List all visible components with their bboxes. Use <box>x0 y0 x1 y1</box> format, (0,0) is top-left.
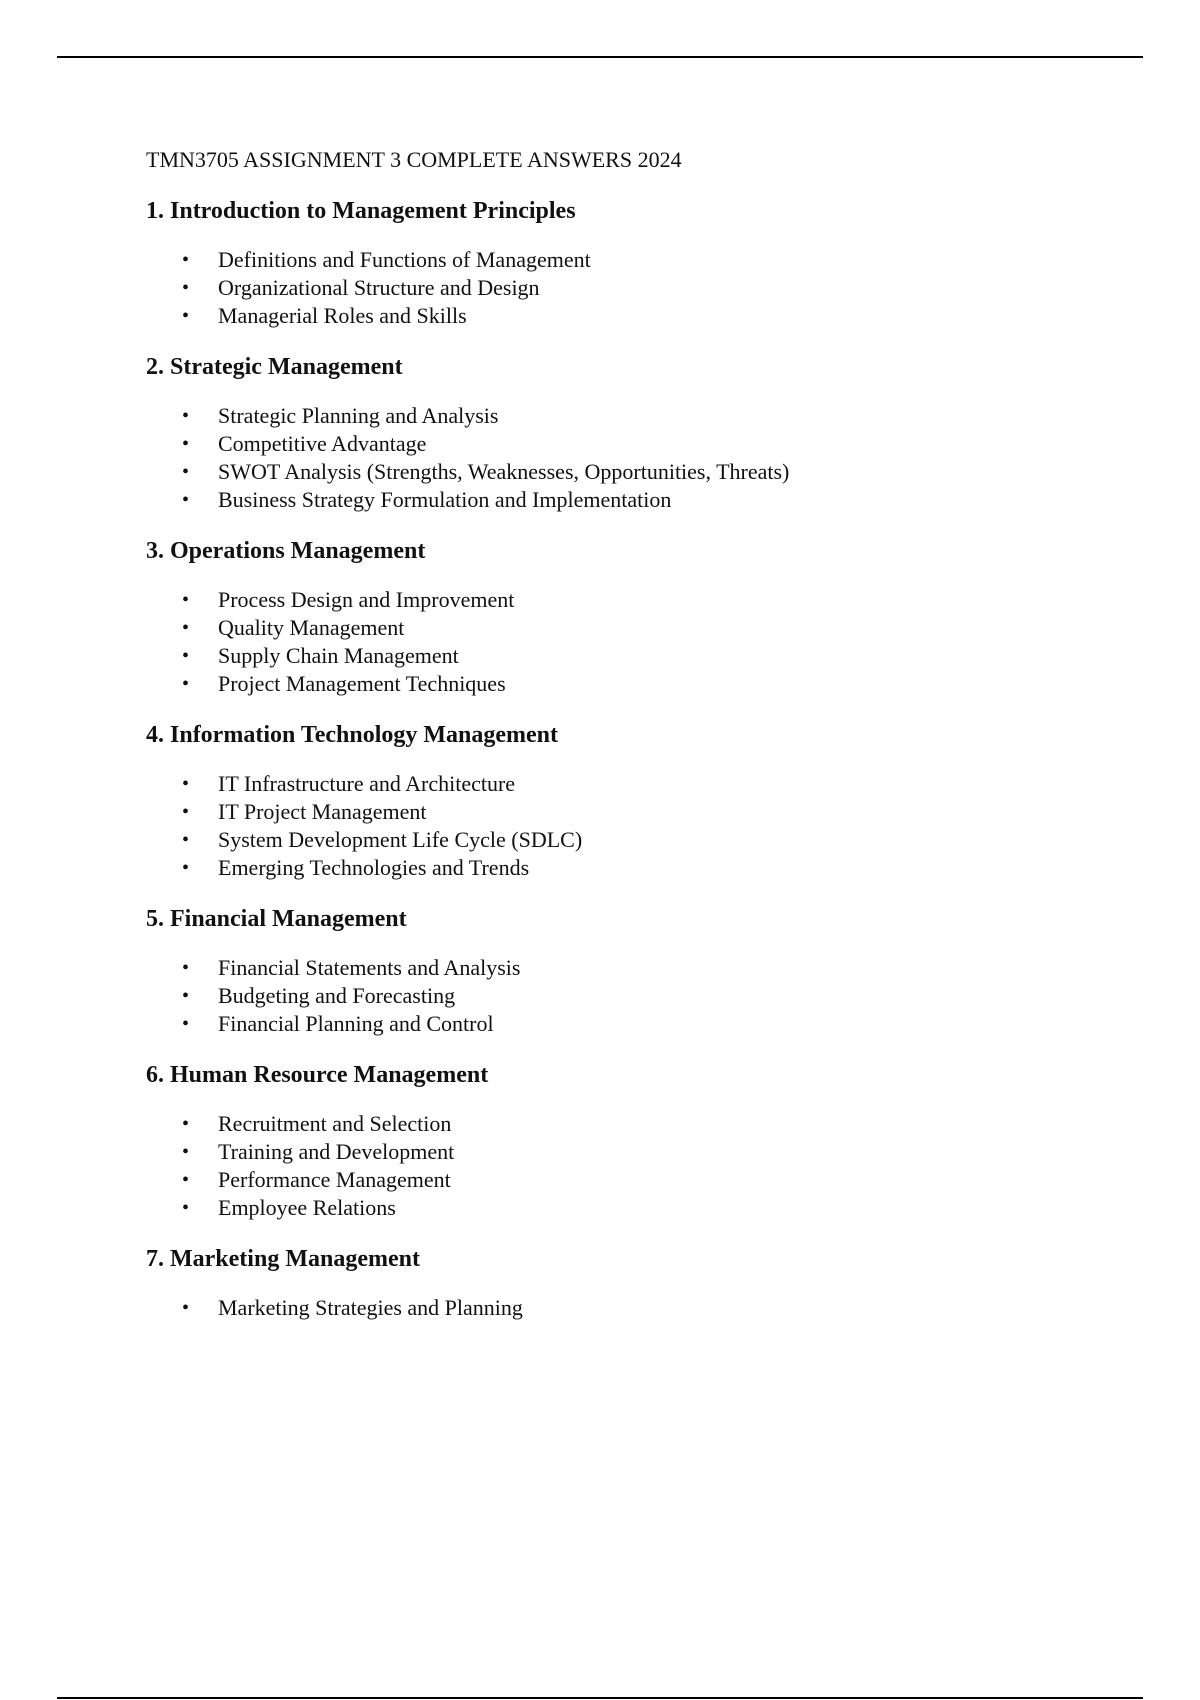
list-item-text: Competitive Advantage <box>218 431 427 456</box>
list-item-text: Definitions and Functions of Management <box>218 247 591 272</box>
section-3 <box>146 534 1136 698</box>
list-item <box>146 954 1136 982</box>
topic-list <box>146 954 1136 1038</box>
list-item <box>146 302 1136 330</box>
bullet-icon: • <box>182 1141 190 1163</box>
list-item-text: Financial Planning and Control <box>218 1011 494 1036</box>
topic-list <box>146 246 1136 330</box>
list-item-text: Managerial Roles and Skills <box>218 303 467 328</box>
list-item <box>146 1138 1136 1166</box>
list-item <box>146 770 1136 798</box>
section-2 <box>146 350 1136 514</box>
topic-list <box>146 1294 1136 1322</box>
bullet-icon: • <box>182 617 190 639</box>
list-item-text: Performance Management <box>218 1167 451 1192</box>
list-item-text: Marketing Strategies and Planning <box>218 1295 523 1320</box>
document-body <box>146 144 1136 1342</box>
list-item <box>146 826 1136 854</box>
section-4 <box>146 718 1136 882</box>
bullet-icon: • <box>182 773 190 795</box>
list-item <box>146 982 1136 1010</box>
bullet-icon: • <box>182 1297 190 1319</box>
topic-list <box>146 402 1136 514</box>
section-heading: 3. Operations Management <box>146 538 426 564</box>
bullet-icon: • <box>182 801 190 823</box>
list-item <box>146 798 1136 826</box>
section-1 <box>146 194 1136 330</box>
section-5 <box>146 902 1136 1038</box>
list-item-text: SWOT Analysis (Strengths, Weaknesses, Opportunities, Threats) <box>218 459 790 484</box>
bullet-icon: • <box>182 1169 190 1191</box>
list-item <box>146 670 1136 698</box>
list-item <box>146 854 1136 882</box>
list-item-text: Project Management Techniques <box>218 671 506 696</box>
bullet-icon: • <box>182 277 190 299</box>
bullet-icon: • <box>182 1013 190 1035</box>
bullet-icon: • <box>182 857 190 879</box>
bullet-icon: • <box>182 461 190 483</box>
list-item <box>146 430 1136 458</box>
top-rule <box>57 56 1143 58</box>
list-item <box>146 586 1136 614</box>
document-title: TMN3705 ASSIGNMENT 3 COMPLETE ANSWERS 2024 <box>146 147 682 172</box>
topic-list <box>146 586 1136 698</box>
bullet-icon: • <box>182 589 190 611</box>
list-item <box>146 246 1136 274</box>
bullet-icon: • <box>182 645 190 667</box>
list-item-text: Quality Management <box>218 615 405 640</box>
list-item <box>146 1110 1136 1138</box>
list-item-text: Supply Chain Management <box>218 643 459 668</box>
bullet-icon: • <box>182 305 190 327</box>
list-item-text: Recruitment and Selection <box>218 1111 452 1136</box>
list-item <box>146 458 1136 486</box>
section-heading: 2. Strategic Management <box>146 354 403 380</box>
list-item <box>146 1194 1136 1222</box>
list-item-text: Emerging Technologies and Trends <box>218 855 530 880</box>
section-heading: 7. Marketing Management <box>146 1246 420 1272</box>
list-item-text: Strategic Planning and Analysis <box>218 403 499 428</box>
section-heading: 5. Financial Management <box>146 906 407 932</box>
bullet-icon: • <box>182 1113 190 1135</box>
list-item-text: Training and Development <box>218 1139 455 1164</box>
topic-list <box>146 770 1136 882</box>
list-item-text: Budgeting and Forecasting <box>218 983 456 1008</box>
list-item <box>146 614 1136 642</box>
list-item-text: System Development Life Cycle (SDLC) <box>218 827 583 852</box>
list-item-text: Financial Statements and Analysis <box>218 955 521 980</box>
section-heading: 4. Information Technology Management <box>146 722 559 748</box>
section-6 <box>146 1058 1136 1222</box>
bottom-rule <box>57 1697 1143 1699</box>
list-item <box>146 642 1136 670</box>
list-item-text: Organizational Structure and Design <box>218 275 540 300</box>
list-item <box>146 274 1136 302</box>
bullet-icon: • <box>182 249 190 271</box>
list-item-text: IT Project Management <box>218 799 427 824</box>
section-7 <box>146 1242 1136 1322</box>
section-heading: 1. Introduction to Management Principles <box>146 198 576 224</box>
bullet-icon: • <box>182 673 190 695</box>
list-item <box>146 486 1136 514</box>
list-item <box>146 1166 1136 1194</box>
bullet-icon: • <box>182 957 190 979</box>
sections-container <box>146 194 1136 1322</box>
list-item <box>146 1294 1136 1322</box>
section-heading: 6. Human Resource Management <box>146 1062 489 1088</box>
list-item <box>146 1010 1136 1038</box>
list-item-text: Business Strategy Formulation and Implementation <box>218 487 672 512</box>
bullet-icon: • <box>182 829 190 851</box>
topic-list <box>146 1110 1136 1222</box>
bullet-icon: • <box>182 405 190 427</box>
list-item <box>146 402 1136 430</box>
bullet-icon: • <box>182 985 190 1007</box>
list-item-text: Employee Relations <box>218 1195 396 1220</box>
bullet-icon: • <box>182 433 190 455</box>
bullet-icon: • <box>182 489 190 511</box>
bullet-icon: • <box>182 1197 190 1219</box>
list-item-text: Process Design and Improvement <box>218 587 515 612</box>
list-item-text: IT Infrastructure and Architecture <box>218 771 516 796</box>
